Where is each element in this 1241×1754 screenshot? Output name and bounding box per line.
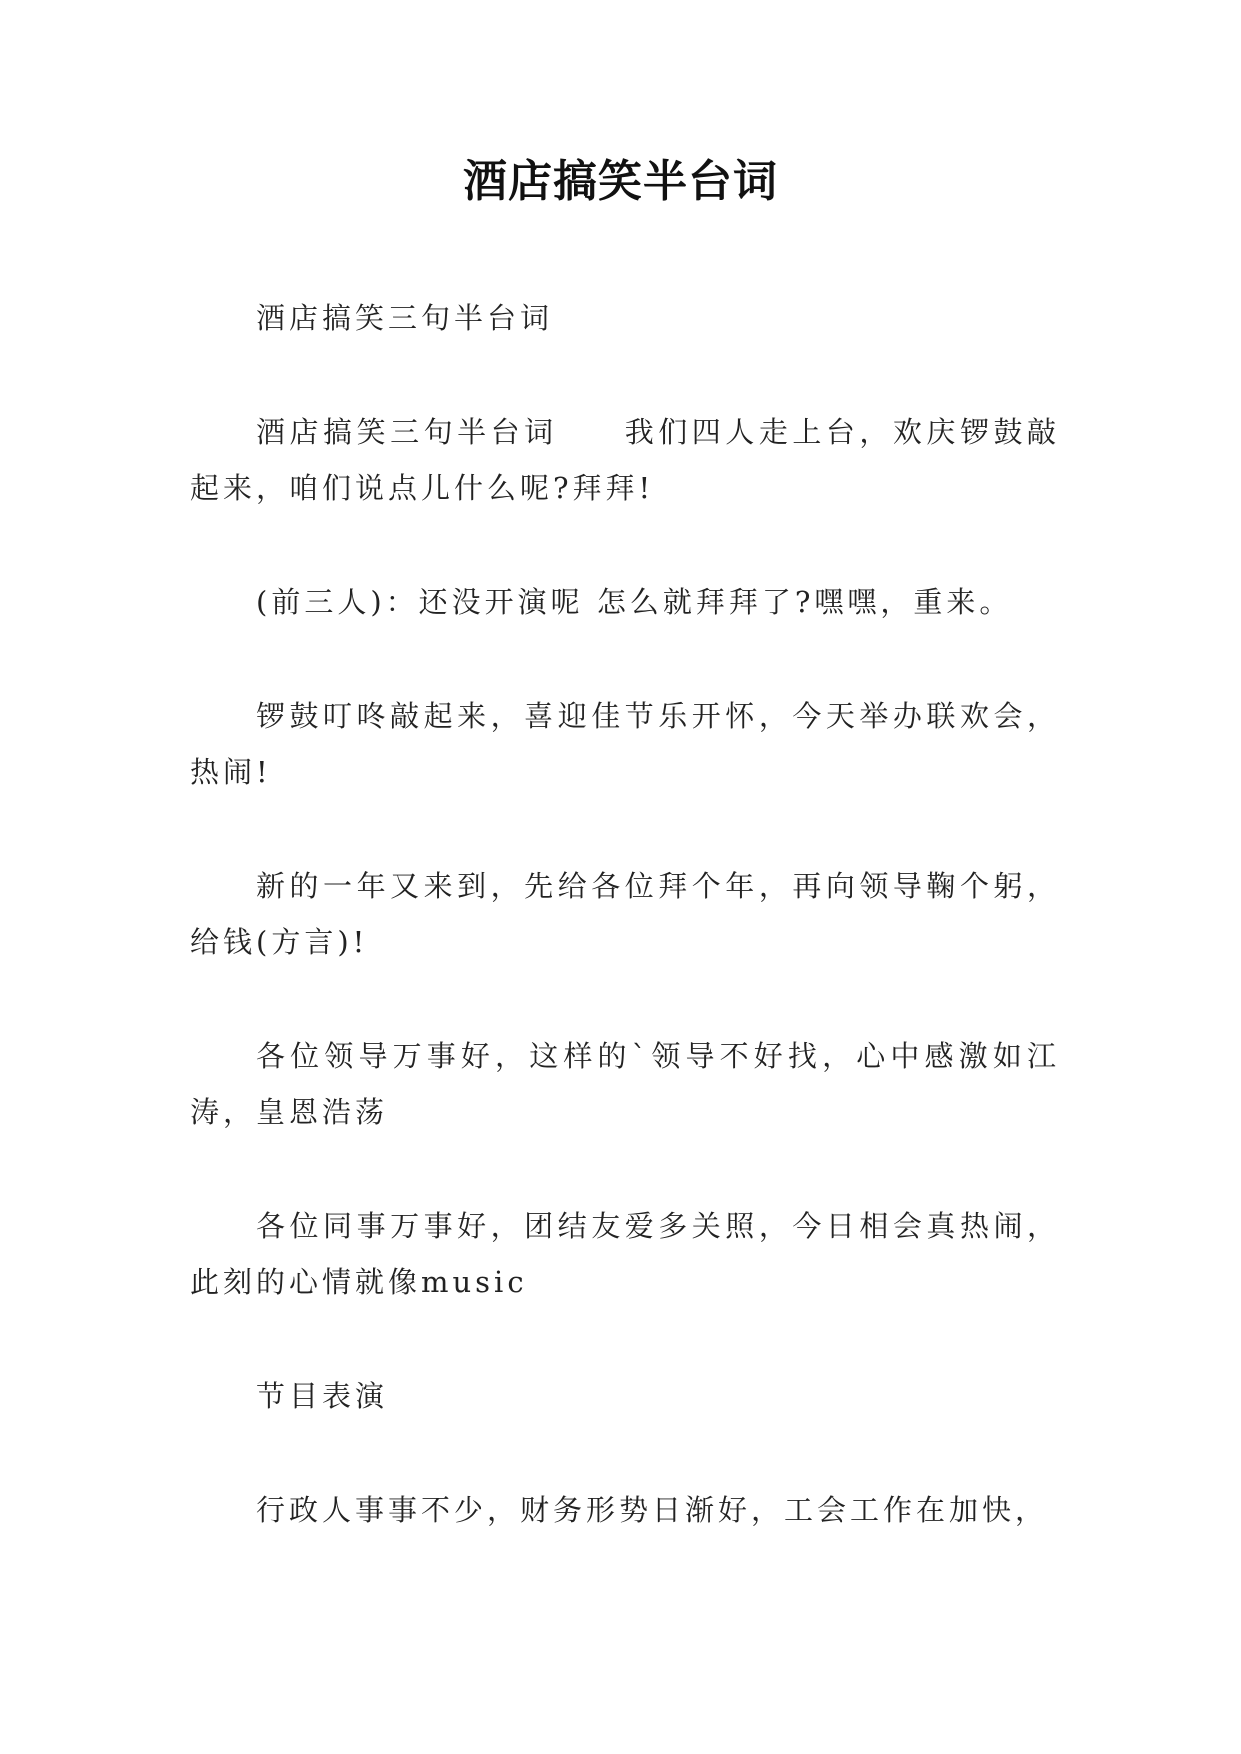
paragraph: 各位领导万事好，这样的`领导不好找，心中感激如江涛，皇恩浩荡 <box>190 1039 1060 1129</box>
paragraph: 酒店搞笑三句半台词 <box>256 301 554 335</box>
document-title: 酒店搞笑半台词 <box>463 156 778 207</box>
paragraph: 锣鼓叮咚敲起来，喜迎佳节乐开怀，今天举办联欢会，热闹! <box>190 699 1060 789</box>
paragraph: 节目表演 <box>256 1379 389 1413</box>
paragraph: (前三人)：还没开演呢 怎么就拜拜了?嘿嘿，重来。 <box>256 585 1013 619</box>
document-body <box>190 290 1060 1538</box>
paragraph: 行政人事事不少，财务形势日渐好，工会工作在加快， <box>256 1493 1049 1527</box>
paragraph: 酒店搞笑三句半台词 我们四人走上台，欢庆锣鼓敲起来，咱们说点儿什么呢?拜拜! <box>190 415 1060 505</box>
paragraph: 各位同事万事好，团结友爱多关照，今日相会真热闹，此刻的心情就像music <box>190 1209 1060 1299</box>
paragraph: 新的一年又来到，先给各位拜个年，再向领导鞠个躬，给钱(方言)! <box>190 869 1060 959</box>
